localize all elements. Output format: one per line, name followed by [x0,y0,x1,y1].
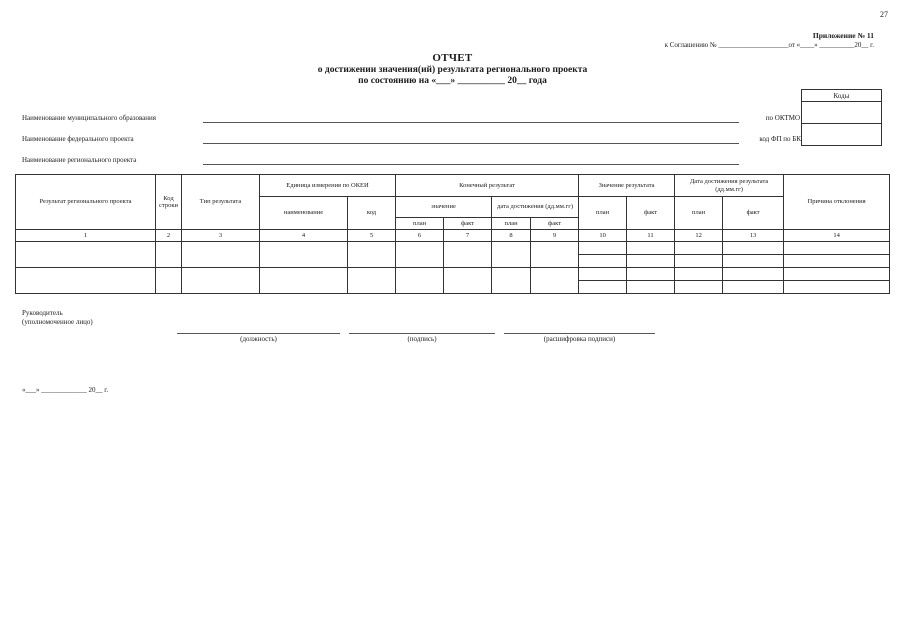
col-number: 13 [723,230,784,242]
table-cell[interactable] [492,242,531,268]
col-number: 2 [156,230,182,242]
h-value: Значение результата [579,175,675,197]
table-cell[interactable] [784,242,890,255]
codes-header: Коды [802,90,882,102]
h-final-date-plan: план [492,218,531,230]
regional-project-label: Наименование регионального проекта [22,156,137,164]
h-date-plan: план [675,197,723,230]
col-number: 12 [675,230,723,242]
table-cell[interactable] [723,255,784,268]
col-number: 11 [627,230,675,242]
decode-line[interactable] [504,333,655,334]
table-cell[interactable] [182,268,260,294]
fp-code-cell[interactable] [802,124,882,146]
report-date-line: по состоянию на «___» __________ 20__ года [358,76,547,86]
h-final-value: значение [396,197,492,218]
col-number: 6 [396,230,444,242]
h-final-value-plan: план [396,218,444,230]
table-cell[interactable] [675,242,723,255]
municipality-line[interactable] [203,122,739,123]
table-cell[interactable] [531,242,579,268]
annex-label: Приложение № 11 [812,31,874,40]
footer-date[interactable]: «___» _____________ 20__ г. [22,386,109,394]
fp-code-label: код ФП по БК [759,135,801,143]
position-caption: (должность) [240,335,277,343]
table-cell[interactable] [627,281,675,294]
table-cell[interactable] [396,242,444,268]
table-row [16,242,890,255]
column-numbers-row [16,230,890,242]
h-final-date-fact: факт [531,218,579,230]
col-number: 8 [492,230,531,242]
col-number: 7 [444,230,492,242]
oktmo-code-cell[interactable] [802,102,882,124]
col-number: 1 [16,230,156,242]
table-cell[interactable] [675,268,723,281]
table-cell[interactable] [579,268,627,281]
agreement-reference: к Соглашению № ____________________от «____» __________20__ г. [664,41,874,49]
table-cell[interactable] [444,242,492,268]
head-sub-label: (уполномоченное лицо) [22,318,93,326]
municipality-label: Наименование муниципального образования [22,114,156,122]
h-unit-name: наименование [260,197,348,230]
signature-line[interactable] [349,333,495,334]
table-cell[interactable] [156,268,182,294]
table-cell[interactable] [182,242,260,268]
col-number: 10 [579,230,627,242]
signature-caption: (подпись) [407,335,437,343]
h-type: Тип результата [182,175,260,230]
h-value-fact: факт [627,197,675,230]
table-cell[interactable] [579,242,627,255]
decode-caption: (расшифровка подписи) [543,335,616,343]
table-cell[interactable] [348,242,396,268]
codes-table [801,89,882,146]
table-cell[interactable] [16,268,156,294]
table-cell[interactable] [723,281,784,294]
table-cell[interactable] [675,281,723,294]
h-final: Конечный результат [396,175,579,197]
report-table [15,174,890,294]
table-cell[interactable] [784,255,890,268]
h-date: Дата достижения результата (дд.мм.гг) [675,175,784,197]
table-cell[interactable] [675,255,723,268]
table-cell[interactable] [156,242,182,268]
federal-project-line[interactable] [203,143,739,144]
table-cell[interactable] [348,268,396,294]
h-value-plan: план [579,197,627,230]
oktmo-label: по ОКТМО [765,114,800,122]
col-number: 4 [260,230,348,242]
table-cell[interactable] [627,242,675,255]
h-unit: Единица измерения по ОКЕИ [260,175,396,197]
col-number: 9 [531,230,579,242]
h-final-date: дата достижения (дд.мм.гг) [492,197,579,218]
table-row [16,268,890,281]
table-cell[interactable] [579,281,627,294]
h-result: Результат регионального проекта [16,175,156,230]
h-final-value-fact: факт [444,218,492,230]
h-code: Код строки [156,175,182,230]
report-subtitle: о достижении значения(ий) результата регионального проекта [317,65,588,75]
table-cell[interactable] [784,268,890,281]
col-number: 14 [784,230,890,242]
col-number: 5 [348,230,396,242]
table-cell[interactable] [531,268,579,294]
h-date-fact: факт [723,197,784,230]
h-reason: Причина отклонения [784,175,890,230]
head-label: Руководитель [22,309,63,317]
table-cell[interactable] [260,242,348,268]
table-cell[interactable] [260,268,348,294]
page-number: 27 [880,10,888,19]
table-cell[interactable] [723,268,784,281]
position-line[interactable] [177,333,340,334]
h-unit-code: код [348,197,396,230]
table-cell[interactable] [784,281,890,294]
table-cell[interactable] [492,268,531,294]
table-cell[interactable] [627,255,675,268]
table-cell[interactable] [723,242,784,255]
table-cell[interactable] [579,255,627,268]
table-cell[interactable] [444,268,492,294]
federal-project-label: Наименование федерального проекта [22,135,134,143]
report-title: ОТЧЕТ [432,52,473,64]
table-cell[interactable] [16,242,156,268]
col-number: 3 [182,230,260,242]
table-cell[interactable] [627,268,675,281]
regional-project-line[interactable] [203,164,739,165]
table-cell[interactable] [396,268,444,294]
